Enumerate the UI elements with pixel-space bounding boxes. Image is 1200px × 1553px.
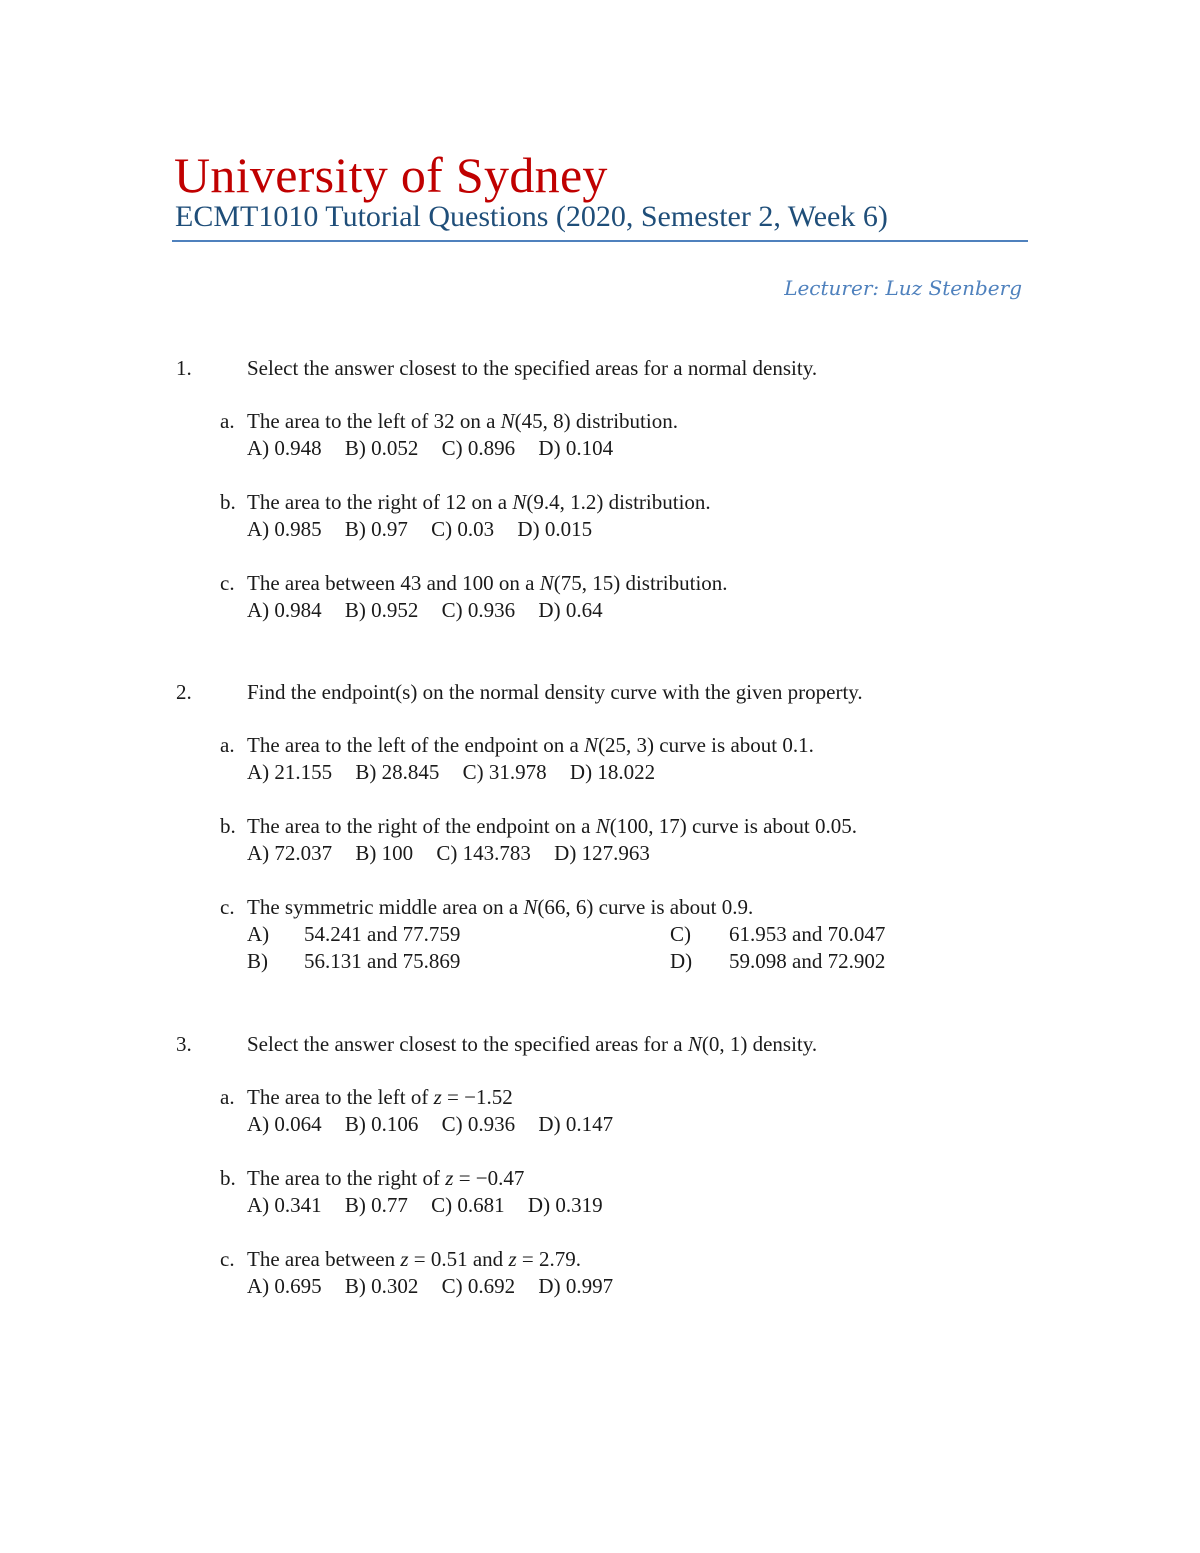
answer-choices [247, 598, 621, 623]
part-label: a. [220, 733, 235, 757]
choice-b[interactable]: B) 100 [355, 841, 414, 865]
part-text: The area to the right of z = −0.47 [247, 1166, 525, 1190]
choice-a-value: 54.241 and 77.759 [304, 922, 461, 946]
part-label: c. [220, 1247, 235, 1271]
choice-d[interactable]: D) 0.997 [538, 1274, 614, 1298]
choice-d[interactable]: D) 0.319 [527, 1193, 603, 1217]
choice-b[interactable]: B) 0.97 [344, 517, 408, 541]
choice-c[interactable]: C) 0.936 [441, 1112, 516, 1136]
answer-choices [247, 841, 668, 866]
choice-d[interactable]: D) 0.147 [538, 1112, 614, 1136]
part-label: b. [220, 490, 236, 514]
choice-b[interactable]: B) 0.106 [344, 1112, 419, 1136]
answer-choices [247, 517, 610, 542]
answer-choices [247, 1274, 631, 1299]
choice-a-label[interactable]: A) [247, 922, 270, 946]
choice-d[interactable]: D) 0.64 [538, 598, 603, 622]
question-text: Select the answer closest to the specified areas for a N(0, 1) density. [247, 1032, 818, 1056]
answer-choices [247, 1112, 631, 1137]
document-subtitle: ECMT1010 Tutorial Questions (2020, Semester 2, Week 6) [175, 200, 888, 233]
part-text: The area to the right of 12 on a N(9.4, 1.2) distribution. [247, 490, 711, 514]
part-label: a. [220, 409, 235, 433]
part-label: c. [220, 895, 235, 919]
choice-b-label[interactable]: B) [247, 949, 268, 973]
choice-b[interactable]: B) 0.952 [344, 598, 419, 622]
question-number: 1. [176, 356, 192, 380]
choice-d[interactable]: D) 0.104 [538, 436, 614, 460]
answer-choices [247, 436, 631, 461]
question-text: Find the endpoint(s) on the normal density curve with the given property. [247, 680, 863, 704]
header-divider [172, 240, 1028, 242]
choice-a[interactable]: A) 0.064 [247, 1112, 322, 1136]
choice-c-value: 61.953 and 70.047 [729, 922, 886, 946]
part-label: b. [220, 814, 236, 838]
choice-b-value: 56.131 and 75.869 [304, 949, 461, 973]
choice-b[interactable]: B) 0.302 [344, 1274, 419, 1298]
part-text: The area to the left of the endpoint on a N(25, 3) curve is about 0.1. [247, 733, 814, 757]
choice-c[interactable]: C) 0.692 [441, 1274, 516, 1298]
question-number: 3. [176, 1032, 192, 1056]
question-text: Select the answer closest to the specified areas for a normal density. [247, 356, 818, 380]
choice-b[interactable]: B) 0.052 [344, 436, 419, 460]
part-label: b. [220, 1166, 236, 1190]
choice-c[interactable]: C) 0.681 [431, 1193, 505, 1217]
choice-d-label[interactable]: D) [670, 949, 693, 973]
choice-b[interactable]: B) 28.845 [355, 760, 440, 784]
choice-c-label[interactable]: C) [670, 922, 691, 946]
choice-c[interactable]: C) 0.03 [431, 517, 495, 541]
question-number: 2. [176, 680, 192, 704]
choice-d[interactable]: D) 127.963 [554, 841, 650, 865]
choice-a[interactable]: A) 0.984 [247, 598, 322, 622]
choice-c[interactable]: C) 143.783 [436, 841, 531, 865]
answer-choices [247, 1193, 621, 1218]
choice-a[interactable]: A) 21.155 [247, 760, 333, 784]
part-text: The symmetric middle area on a N(66, 6) curve is about 0.9. [247, 895, 754, 919]
choice-d[interactable]: D) 0.015 [517, 517, 593, 541]
answer-choices [247, 760, 673, 785]
choice-c[interactable]: C) 31.978 [462, 760, 547, 784]
part-text: The area between 43 and 100 on a N(75, 15) distribution. [247, 571, 728, 595]
part-label: a. [220, 1085, 235, 1109]
choice-d[interactable]: D) 18.022 [569, 760, 656, 784]
document-title: University of Sydney [174, 147, 608, 203]
part-text: The area between z = 0.51 and z = 2.79. [247, 1247, 581, 1271]
choice-c[interactable]: C) 0.896 [441, 436, 516, 460]
part-text: The area to the left of 32 on a N(45, 8) distribution. [247, 409, 678, 433]
choice-a[interactable]: A) 0.695 [247, 1274, 322, 1298]
lecturer-name: Lecturer: Luz Stenberg [784, 276, 1022, 300]
part-text: The area to the left of z = −1.52 [247, 1085, 513, 1109]
choice-b[interactable]: B) 0.77 [344, 1193, 408, 1217]
choice-a[interactable]: A) 72.037 [247, 841, 333, 865]
choice-a[interactable]: A) 0.341 [247, 1193, 322, 1217]
choice-a[interactable]: A) 0.985 [247, 517, 322, 541]
part-text: The area to the right of the endpoint on a N(100, 17) curve is about 0.05. [247, 814, 858, 838]
choice-a[interactable]: A) 0.948 [247, 436, 322, 460]
choice-c[interactable]: C) 0.936 [441, 598, 516, 622]
part-label: c. [220, 571, 235, 595]
choice-d-value: 59.098 and 72.902 [729, 949, 886, 973]
